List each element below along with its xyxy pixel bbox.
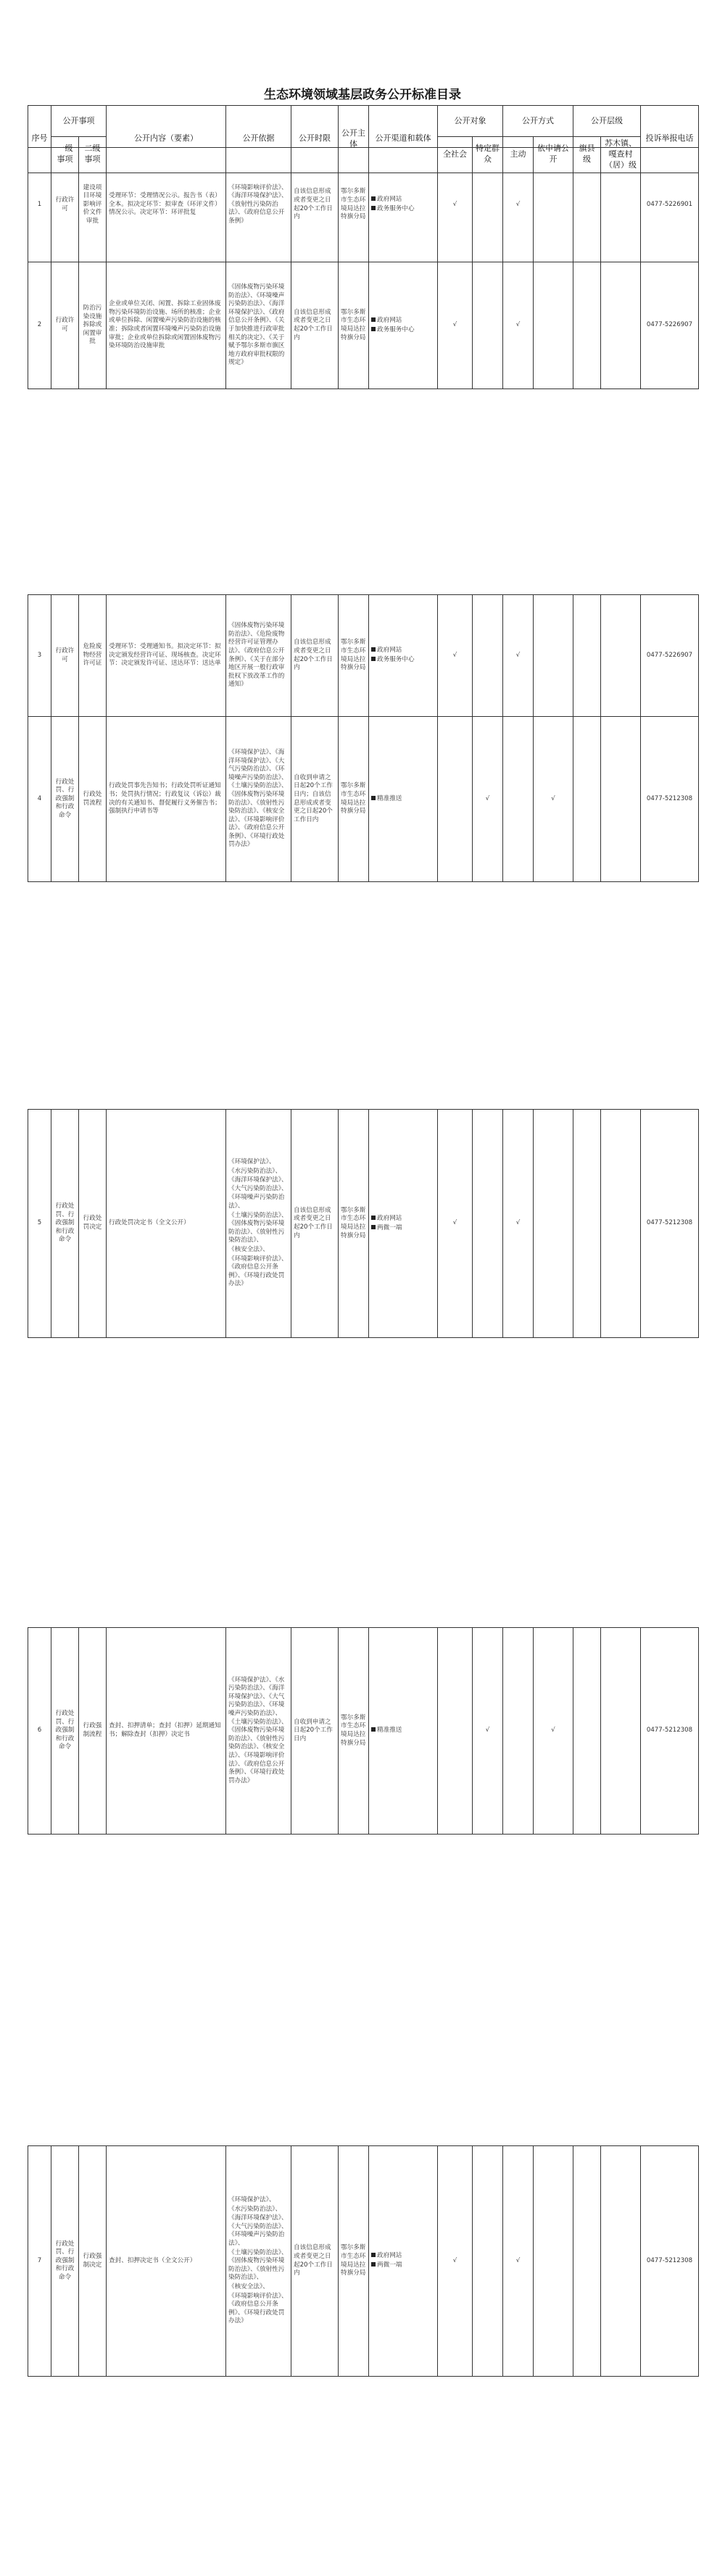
- channel-label: 政务服务中心: [377, 656, 415, 663]
- basis-line: 《核安全法》、: [228, 1245, 269, 1253]
- square-bullet-icon: [371, 796, 376, 800]
- header-basis: 公开依据: [226, 106, 291, 173]
- row-township: [601, 717, 641, 882]
- channel-item: [371, 205, 435, 214]
- row-whole-society: √: [438, 595, 473, 717]
- channel-label: 政务服务中心: [377, 325, 415, 333]
- channel-label: 两微一端: [377, 1223, 402, 1231]
- row-seq: 2: [28, 262, 51, 389]
- row-content: 查封、扣押决定书（全文公开）: [107, 2146, 226, 2377]
- row-township: [601, 148, 641, 262]
- row-seq: 4: [28, 717, 51, 882]
- row-time-limit: 自收到申请之日起20个工作日内: [291, 1628, 339, 1835]
- row-active: [503, 717, 534, 882]
- row-basis: [226, 595, 291, 717]
- header-items-group: 公开事项: [51, 106, 107, 137]
- row-content: 受理环节：受理通知书。拟决定环节：拟决定颁发经营许可证、现场核查。决定环节：决定颁发许可证、送达环节：送达单: [107, 595, 226, 717]
- row-basis: [226, 1110, 291, 1338]
- row-level2: 建设项目环境影响评价文件审批: [79, 148, 107, 262]
- row-time-limit: 自该信息形成或者变更之日起20个工作日内: [291, 2146, 339, 2377]
- square-bullet-icon: [371, 1727, 376, 1732]
- table-row: [28, 262, 699, 389]
- row-basis: [226, 1628, 291, 1835]
- row-seq: 5: [28, 1110, 51, 1338]
- page-title: 生态环境领域基层政务公开标准目录: [264, 88, 461, 102]
- row-active: [503, 1628, 534, 1835]
- channel-item: [371, 795, 435, 804]
- table-segment-4: [28, 1627, 699, 1835]
- row-basis: [226, 717, 291, 882]
- row-channels: [369, 262, 438, 389]
- header-upon-request: 依申请公开: [534, 137, 573, 173]
- header-specific-group: 特定群众: [473, 137, 503, 173]
- square-bullet-icon: [371, 1225, 376, 1229]
- row-subject: 鄂尔多斯市生态环境局达拉特旗分局: [339, 148, 369, 262]
- row-active: √: [503, 595, 534, 717]
- row-upon-request: [534, 1110, 573, 1338]
- header-level1: 一级事项: [51, 137, 79, 173]
- row-phone: 0477-5212308: [641, 717, 699, 882]
- channel-label: 政府网站: [377, 316, 402, 324]
- channel-label: 政务服务中心: [377, 205, 415, 212]
- channel-label: 政府网站: [377, 196, 402, 204]
- row-upon-request: √: [534, 717, 573, 882]
- header-time-limit: 公开时限: [291, 106, 339, 173]
- row-specific-group: [473, 148, 503, 262]
- header-county: 旗县级: [573, 137, 601, 173]
- header-township: 苏木镇、嘎查村（居）级: [601, 137, 641, 173]
- basis-line: 《环境保护法》、《海洋环境保护法》、《大气污染防治法》、《环境噪声污染防治法》、《土壤污染防治法》、《固体废物污染环境防治法》、《放射性污染防治法》、《核安全法》、《环境影响评价法》、《政府信息公开条例》、《环境行政处罚办法》: [228, 748, 288, 849]
- row-phone: 0477-5226907: [641, 262, 699, 389]
- row-whole-society: √: [438, 262, 473, 389]
- header-active: 主动: [503, 137, 534, 173]
- row-basis: [226, 262, 291, 389]
- basis-line: 《土壤污染防治法》、《固体废物污染环境防治法》、《放射性污染防治法》、: [228, 1211, 288, 1245]
- row-level2: 危险废物经营许可证: [79, 595, 107, 717]
- row-phone: 0477-5226907: [641, 595, 699, 717]
- basis-line: 《海洋环境保护法》、《大气污染防治法》、《环境噪声污染防治法》、: [228, 2214, 288, 2248]
- table-row: [28, 148, 699, 262]
- row-upon-request: [534, 595, 573, 717]
- square-bullet-icon: [371, 647, 376, 652]
- row-township: [601, 595, 641, 717]
- row-level1: 行政处罚、行政强制和行政命令: [51, 2146, 79, 2377]
- basis-line: 《水污染防治法》、: [228, 1167, 282, 1175]
- channel-label: 政府网站: [377, 1214, 402, 1222]
- row-level1: 行政许可: [51, 262, 79, 389]
- row-active: √: [503, 1110, 534, 1338]
- header-level-group: 公开层级: [573, 106, 641, 137]
- row-basis: [226, 148, 291, 262]
- row-content: 受理环节：受理情况公示。报告书（表）全本。拟决定环节：拟审查（环评文件）情况公示。决定环节：环评批复: [107, 148, 226, 262]
- row-county: [573, 595, 601, 717]
- row-upon-request: [534, 262, 573, 389]
- row-specific-group: [473, 1110, 503, 1338]
- row-level2: 行政强制决定: [79, 2146, 107, 2377]
- row-channels: [369, 1628, 438, 1835]
- basis-line: 《环境影响评价法》、《政府信息公开条例》、《环境行政处罚办法》: [228, 1255, 288, 1288]
- channel-label: 两微一端: [377, 2261, 402, 2269]
- row-whole-society: [438, 717, 473, 882]
- channel-item: [371, 2261, 435, 2270]
- row-time-limit: 自该信息形成或者变更之日起20个工作日内: [291, 1110, 339, 1338]
- header-whole-society: 全社会: [438, 137, 473, 173]
- row-county: [573, 1110, 601, 1338]
- row-subject: 鄂尔多斯市生态环境局达拉特旗分局: [339, 595, 369, 717]
- row-content: 企业或单位关闭、闲置、拆除工业固体废物污染环境防治设施、场所的核准；企业或单位拆除、闲置噪声污染防治设施的核准；拆除或者闲置环境噪声污染防治设施审批；企业或单位拆除或闲置固体废物污染环境防治设施审批: [107, 262, 226, 389]
- basis-line: 《海洋环境保护法》、《大气污染防治法》、: [228, 1176, 288, 1192]
- channel-item: [371, 1215, 435, 1223]
- basis-line: 《环境保护法》、《水污染防治法》、《海洋环境保护法》、《大气污染防治法》、《环境噪声污染防治法》、《土壤污染防治法》、《固体废物污染环境防治法》、《放射性污染防治法》、《核安全法》、《环境影响评价法》、《政府信息公开条例》、《环境行政处罚办法》: [228, 1676, 288, 1784]
- header-level2: 二级事项: [79, 137, 107, 173]
- channel-item: [371, 317, 435, 325]
- row-channels: [369, 717, 438, 882]
- header-channel: 公开渠道和载体: [369, 106, 438, 173]
- row-active: √: [503, 148, 534, 262]
- channel-item: [371, 1224, 435, 1233]
- row-basis: [226, 2146, 291, 2377]
- row-content: 查封、扣押清单；查封（扣押）延期通知书；解除查封（扣押）决定书: [107, 1628, 226, 1835]
- row-county: [573, 262, 601, 389]
- row-seq: 7: [28, 2146, 51, 2377]
- row-channels: [369, 595, 438, 717]
- row-seq: 3: [28, 595, 51, 717]
- row-level2: 行政处罚流程: [79, 717, 107, 882]
- row-specific-group: [473, 2146, 503, 2377]
- channel-item: [371, 196, 435, 204]
- header-method-group: 公开方式: [503, 106, 573, 137]
- basis-line: 《水污染防治法》、: [228, 2205, 282, 2213]
- square-bullet-icon: [371, 657, 376, 661]
- row-specific-group: √: [473, 1628, 503, 1835]
- table-row: [28, 2146, 699, 2377]
- row-channels: [369, 148, 438, 262]
- row-county: [573, 1628, 601, 1835]
- row-active: √: [503, 262, 534, 389]
- header-object-group: 公开对象: [438, 106, 503, 137]
- row-level1: 行政许可: [51, 595, 79, 717]
- table-segment-5: [28, 2145, 699, 2377]
- basis-line: 《固体废物污染环境防治法》、《危险废物经营许可证管理办法》、《政府信息公开条例》、《关于在部分地区开展一般行政审批权下放改革工作的通知》: [228, 622, 285, 689]
- row-township: [601, 1110, 641, 1338]
- row-seq: 6: [28, 1628, 51, 1835]
- row-subject: 鄂尔多斯市生态环境局达拉特旗分局: [339, 2146, 369, 2377]
- row-phone: 0477-5212308: [641, 1628, 699, 1835]
- table-segment-3: [28, 1109, 699, 1338]
- row-time-limit: 自该信息形成或者变更之日起20个工作日内: [291, 148, 339, 262]
- row-whole-society: √: [438, 148, 473, 262]
- row-seq: 1: [28, 148, 51, 262]
- row-content: 行政处罚事先告知书；行政处罚听证通知书；处罚执行情况；行政复议（诉讼）裁决的有关通知书、督促履行义务催告书；强制执行申请书等: [107, 717, 226, 882]
- row-level2: 行政强制流程: [79, 1628, 107, 1835]
- row-level2: 防治污染设施拆除或闲置审批: [79, 262, 107, 389]
- row-subject: 鄂尔多斯市生态环境局达拉特旗分局: [339, 262, 369, 389]
- row-time-limit: 自该信息形成或者变更之日起20个工作日内: [291, 262, 339, 389]
- channel-label: 精准推送: [377, 1727, 402, 1734]
- row-subject: 鄂尔多斯市生态环境局达拉特旗分局: [339, 717, 369, 882]
- square-bullet-icon: [371, 206, 376, 210]
- row-subject: 鄂尔多斯市生态环境局达拉特旗分局: [339, 1110, 369, 1338]
- row-level1: 行政处罚、行政强制和行政命令: [51, 1628, 79, 1835]
- row-county: [573, 148, 601, 262]
- basis-line: 《环境保护法》、: [228, 2196, 276, 2204]
- header-phone: 投诉举报电话: [641, 106, 699, 173]
- row-county: [573, 717, 601, 882]
- row-level1: 行政处罚、行政强制和行政命令: [51, 717, 79, 882]
- table-segment-1: [28, 147, 699, 389]
- row-specific-group: √: [473, 717, 503, 882]
- row-level1: 行政处罚、行政强制和行政命令: [51, 1110, 79, 1338]
- square-bullet-icon: [371, 2262, 376, 2267]
- basis-line: 《环境保护法》、: [228, 1158, 276, 1166]
- row-township: [601, 262, 641, 389]
- row-subject: 鄂尔多斯市生态环境局达拉特旗分局: [339, 1628, 369, 1835]
- row-upon-request: [534, 148, 573, 262]
- row-whole-society: √: [438, 2146, 473, 2377]
- row-whole-society: [438, 1628, 473, 1835]
- row-whole-society: √: [438, 1110, 473, 1338]
- row-township: [601, 1628, 641, 1835]
- channel-label: 精准推送: [377, 794, 402, 802]
- square-bullet-icon: [371, 2253, 376, 2257]
- square-bullet-icon: [371, 1216, 376, 1220]
- table-row: [28, 1628, 699, 1835]
- square-bullet-icon: [371, 317, 376, 322]
- row-time-limit: 自该信息形成或者变更之日起20个工作日内: [291, 595, 339, 717]
- row-specific-group: [473, 262, 503, 389]
- channel-label: 政府网站: [377, 647, 402, 655]
- basis-line: 《环境噪声污染防治法》、: [228, 1194, 285, 1210]
- row-level1: 行政许可: [51, 148, 79, 262]
- channel-item: [371, 1727, 435, 1735]
- row-county: [573, 2146, 601, 2377]
- basis-line: 《环境影响评价法》、《政府信息公开条例》、《环境行政处罚办法》: [228, 2292, 288, 2325]
- basis-line: 《土壤污染防治法》、《固体废物污染环境防治法》、《放射性污染防治法》、: [228, 2248, 288, 2282]
- table-row: [28, 1110, 699, 1338]
- square-bullet-icon: [371, 327, 376, 331]
- channel-item: [371, 656, 435, 665]
- channel-item: [371, 326, 435, 335]
- header-subject: 公开主体: [339, 106, 369, 173]
- channel-item: [371, 2252, 435, 2261]
- table-segment-2: [28, 594, 699, 882]
- row-township: [601, 2146, 641, 2377]
- row-specific-group: [473, 595, 503, 717]
- header-seq: 序号: [28, 106, 51, 173]
- row-channels: [369, 2146, 438, 2377]
- basis-line: 《固体废物污染环境防治法》、《环境噪声污染防治法》、《海洋环境保护法》、《政府信息公开条例》、《关于加快推进行政审批相关的决定》、《关于赋予鄂尔多斯市旗区地方政府审批权限的规定》: [228, 283, 285, 367]
- row-phone: 0477-5226901: [641, 148, 699, 262]
- table-row: [28, 717, 699, 882]
- basis-line: 《环境影响评价法》、《海洋环境保护法》、《放射性污染防治法》、《政府信息公开条例》: [228, 183, 288, 225]
- row-phone: 0477-5212308: [641, 2146, 699, 2377]
- row-active: √: [503, 2146, 534, 2377]
- channel-label: 政府网站: [377, 2252, 402, 2260]
- row-upon-request: [534, 2146, 573, 2377]
- basis-line: 《核安全法》、: [228, 2282, 269, 2290]
- table-row: [28, 595, 699, 717]
- channel-item: [371, 647, 435, 655]
- square-bullet-icon: [371, 196, 376, 201]
- row-content: 行政处罚决定书（全文公开）: [107, 1110, 226, 1338]
- row-time-limit: 自收到申请之日起20个工作日内；自该信息形成或者变更之日起20个工作日内: [291, 717, 339, 882]
- header-content: 公开内容（要素）: [107, 106, 226, 173]
- row-upon-request: √: [534, 1628, 573, 1835]
- row-channels: [369, 1110, 438, 1338]
- row-phone: 0477-5212308: [641, 1110, 699, 1338]
- row-level2: 行政处罚决定: [79, 1110, 107, 1338]
